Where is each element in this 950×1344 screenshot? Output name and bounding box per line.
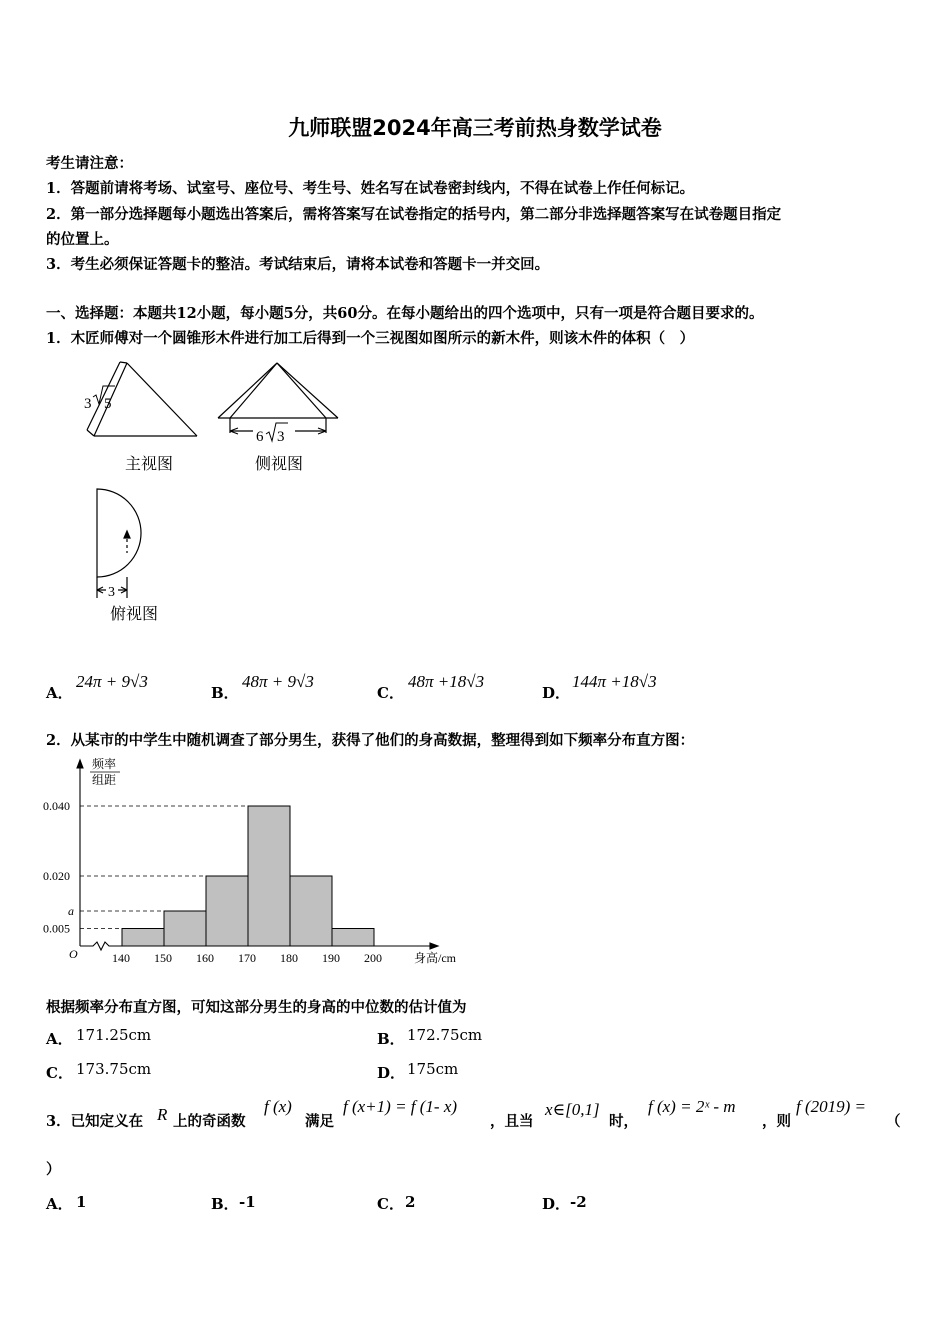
top-dim: 3 xyxy=(108,585,115,600)
q3-part-2: 上的奇函数 xyxy=(173,1113,246,1130)
q2-option-a[interactable]: 171.25cm xyxy=(76,1026,152,1044)
q3-condition: f (x+1) = f (1- x) xyxy=(343,1097,458,1116)
y-tick-label-0.020: 0.020 xyxy=(43,869,70,883)
side-dim-rad: 3 xyxy=(277,429,285,445)
notice-item-1: 1．答题前请将考场、试室号、座位号、考生号、姓名写在试卷密封线内，不得在试卷上作任何标记。 xyxy=(46,180,695,197)
x-tick-label-140: 140 xyxy=(112,951,130,965)
top-view-label: 俯视图 xyxy=(110,606,159,623)
top-view xyxy=(97,489,141,598)
q3-option-a-letter: A． xyxy=(46,1195,73,1213)
q1-option-d-letter: D． xyxy=(542,684,571,702)
x-tick-label-160: 160 xyxy=(196,951,214,965)
q3-set-r: R xyxy=(157,1105,168,1124)
q1-option-b[interactable]: 48π + 9√3 xyxy=(242,672,314,691)
y-tick-label-0.005: 0.005 xyxy=(43,921,70,936)
histogram-bar-170-180 xyxy=(248,806,290,946)
q3-option-c-letter: C． xyxy=(377,1195,404,1213)
notice-heading: 考生请注意： xyxy=(46,155,133,172)
y-axis-arrow xyxy=(77,760,83,768)
x-tick-label-180: 180 xyxy=(280,951,298,965)
q1-option-a-letter: A． xyxy=(46,684,73,702)
y-tick-label-a: a xyxy=(68,904,74,918)
q1-option-b-letter: B． xyxy=(211,684,239,702)
q3-part-6: ，则 xyxy=(762,1113,791,1130)
histogram-bar-190-200 xyxy=(332,929,374,947)
x-tick-label-190: 190 xyxy=(322,951,340,965)
front-dim-rad: 5 xyxy=(104,396,112,412)
q2-option-d[interactable]: 175cm xyxy=(407,1060,459,1078)
q3-definition: f (x) = 2ˣ - m xyxy=(648,1097,736,1116)
side-dim-coef: 6 xyxy=(256,429,264,445)
q3-target: f (2019) = xyxy=(796,1097,867,1116)
q2-stem: 2．从某市的中学生中随机调查了部分男生，获得了他们的身高数据，整理得到如下频率分布直方图： xyxy=(46,732,695,749)
q3-option-b-letter: B． xyxy=(211,1195,239,1213)
q3-part-1: 3．已知定义在 xyxy=(46,1113,144,1130)
y-label-bottom: 组距 xyxy=(92,773,117,787)
q3-option-d[interactable]: -2 xyxy=(570,1193,587,1211)
q3-paren-open: （ xyxy=(886,1113,901,1130)
y-label-top: 频率 xyxy=(92,757,117,771)
side-view-label: 侧视图 xyxy=(255,456,304,473)
q3-paren-close: ） xyxy=(46,1161,61,1178)
front-dim-coef: 3 xyxy=(84,396,92,412)
histogram-bar-160-170 xyxy=(206,876,248,946)
q3-part-5: 时， xyxy=(609,1113,638,1130)
section-heading: 一、选择题：本题共12小题，每小题5分，共60分。在每小题给出的四个选项中，只有一项是符合题目要求的。 xyxy=(46,305,764,322)
x-tick-label-150: 150 xyxy=(154,951,172,965)
notice-item-2-cont: 的位置上。 xyxy=(46,231,119,248)
histogram-bar-140-150 xyxy=(122,929,164,947)
notice-item-3: 3．考生必须保证答题卡的整洁。考试结束后，请将本试卷和答题卡一并交回。 xyxy=(46,256,550,273)
q3-part-4: ，且当 xyxy=(490,1113,534,1130)
y-tick-label-0.040: 0.040 xyxy=(43,799,70,813)
q3-option-b[interactable]: -1 xyxy=(239,1193,256,1211)
q1-option-c-letter: C． xyxy=(377,684,404,702)
q1-option-d[interactable]: 144π +18√3 xyxy=(572,672,657,691)
q3-fx: f (x) xyxy=(264,1097,292,1116)
q1-stem: 1．木匠师傅对一个圆锥形木件进行加工后得到一个三视图如图所示的新木件，则该木件的体积（ ） xyxy=(46,330,695,347)
histogram-chart xyxy=(40,755,470,970)
x-tick-label-200: 200 xyxy=(364,951,382,965)
q3-domain: x∈[0,1] xyxy=(545,1100,600,1119)
x-label: 身高/cm xyxy=(414,951,456,965)
q2-option-c-letter: C． xyxy=(46,1064,73,1082)
histogram-bar-150-160 xyxy=(164,911,206,946)
q2-option-c[interactable]: 173.75cm xyxy=(76,1060,152,1078)
x-tick-label-170: 170 xyxy=(238,951,256,965)
three-view-figure xyxy=(70,355,360,630)
q3-option-d-letter: D． xyxy=(542,1195,571,1213)
x-axis-arrow xyxy=(430,943,438,949)
q1-option-c[interactable]: 48π +18√3 xyxy=(408,672,485,691)
notice-item-2: 2．第一部分选择题每小题选出答案后，需将答案写在试卷指定的括号内，第二部分非选择题答案写在试卷题目指定 xyxy=(46,206,782,223)
q2-option-a-letter: A． xyxy=(46,1030,73,1048)
q1-option-a[interactable]: 24π + 9√3 xyxy=(76,672,148,691)
q3-option-c[interactable]: 2 xyxy=(405,1193,416,1211)
q2-option-b-letter: B． xyxy=(377,1030,405,1048)
q3-option-a[interactable]: 1 xyxy=(76,1193,87,1211)
page-title: 九师联盟2024年高三考前热身数学试卷 xyxy=(288,116,662,140)
q2-option-b[interactable]: 172.75cm xyxy=(407,1026,483,1044)
q2-option-d-letter: D． xyxy=(377,1064,406,1082)
front-view-label: 主视图 xyxy=(125,456,174,473)
q3-part-3: 满足 xyxy=(305,1113,334,1130)
origin-label: O xyxy=(69,947,78,961)
q2-question: 根据频率分布直方图，可知这部分男生的身高的中位数的估计值为 xyxy=(46,999,467,1016)
histogram-bar-180-190 xyxy=(290,876,332,946)
